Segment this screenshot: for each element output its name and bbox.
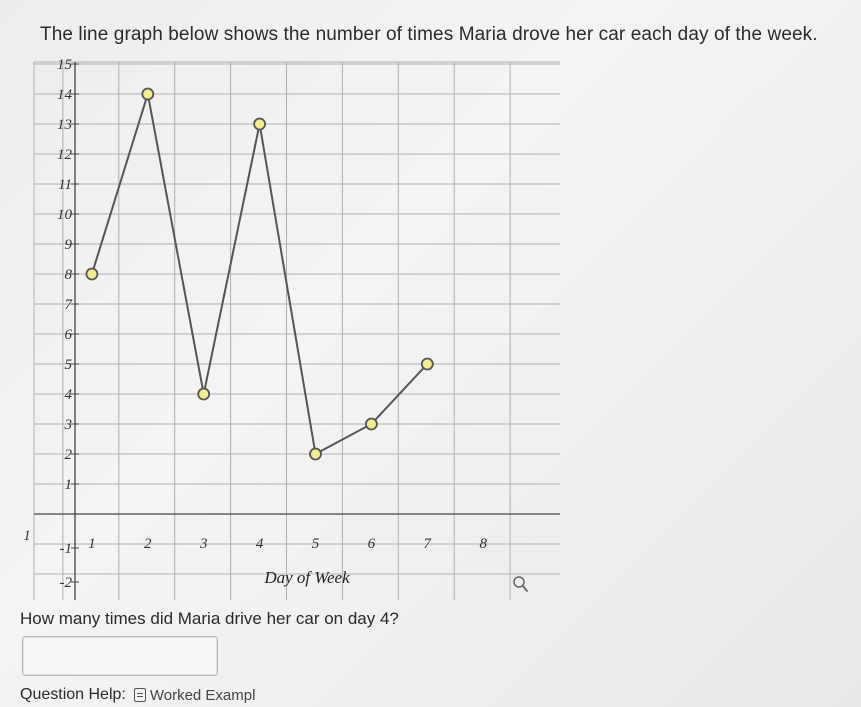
y-tick-label: 8 [64, 267, 72, 283]
data-point [422, 359, 433, 370]
x-tick-label: 4 [255, 536, 264, 552]
y-tick-label: 15 [57, 57, 72, 73]
y-tick-label: 9 [64, 237, 72, 253]
x-tick-label: 6 [367, 536, 376, 552]
y-tick-label: 13 [57, 117, 72, 133]
data-point [142, 89, 153, 100]
x-tick-label: 1 [88, 536, 96, 552]
worked-example-label: Worked Exampl [149, 686, 256, 704]
x-tick-label: 3 [199, 536, 208, 552]
data-point [198, 389, 209, 400]
question-title: The line graph below shows the number of times Maria drove her car each day of the week. [40, 24, 818, 45]
x-tick-label: 8 [479, 536, 487, 552]
data-point [366, 419, 377, 430]
magnify-icon[interactable] [512, 574, 530, 596]
y-tick-label: 6 [64, 327, 72, 343]
x-axis-label: Day of Week [264, 568, 350, 587]
x-tick-label: 2 [144, 536, 152, 552]
x-tick-label: 5 [311, 536, 320, 552]
question-help-row [20, 686, 255, 704]
chart-grid [34, 62, 560, 600]
y-tick-label: -2 [59, 575, 72, 591]
worked-example-link[interactable] [134, 687, 256, 704]
question-prompt: How many times did Maria drive her car on day 4? [20, 609, 399, 628]
answer-input[interactable] [22, 636, 218, 676]
y-tick-label: 3 [64, 417, 72, 433]
y-tick-label: 4 [64, 387, 72, 403]
y-tick-label: -1 [59, 541, 72, 557]
y-tick-label: 5 [64, 357, 72, 373]
data-point [310, 449, 321, 460]
document-icon [134, 688, 146, 702]
chart-axes [34, 62, 560, 600]
y-tick-label: 1 [64, 477, 72, 493]
left-edge-label: 1 [23, 528, 31, 544]
x-tick-label: 7 [423, 536, 432, 552]
y-tick-labels [57, 57, 79, 591]
y-tick-label: 10 [57, 207, 72, 223]
y-tick-label: 2 [64, 447, 72, 463]
y-tick-label: 12 [57, 147, 72, 163]
data-point [86, 269, 97, 280]
y-tick-label: 7 [64, 297, 72, 313]
data-point [254, 119, 265, 130]
y-tick-label: 11 [58, 177, 72, 193]
question-help-label: Question Help: [20, 686, 126, 703]
y-tick-label: 14 [57, 87, 72, 103]
